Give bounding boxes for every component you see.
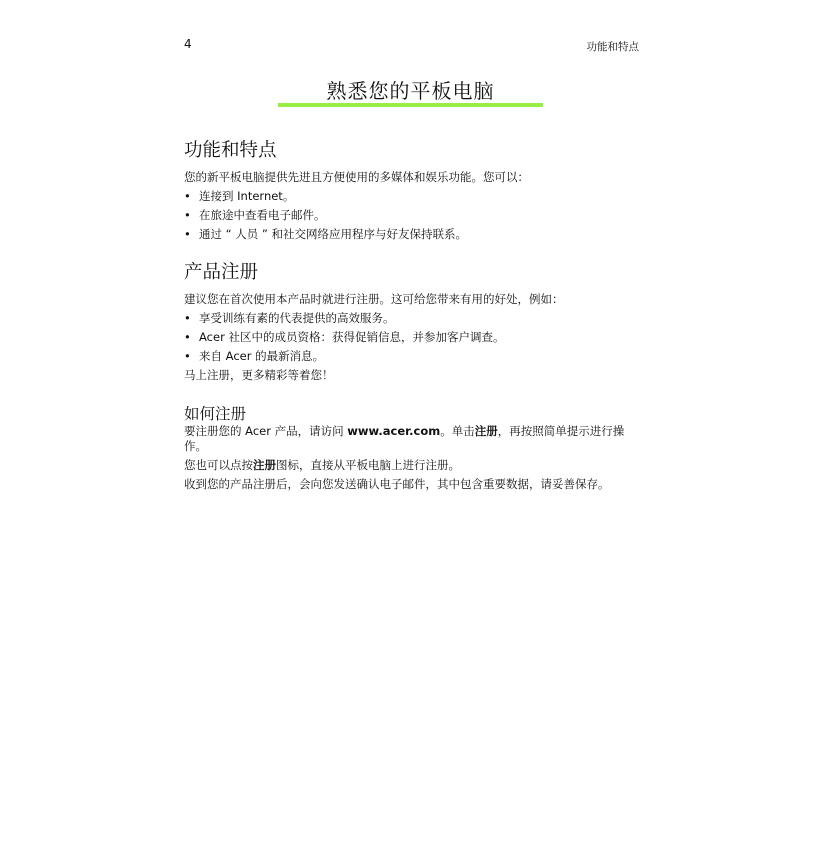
page-content [184,138,640,492]
register-term: 注册 [474,424,498,438]
list-item: • Acer 社区中的成员资格：获得促销信息，并参加客户调查。 [184,330,640,345]
p2-text-b: 图标，直接从平板电脑上进行注册。 [276,458,460,472]
list-item: • 来自 Acer 的最新消息。 [184,349,640,364]
p1-text-b: 。单击 [440,424,475,438]
features-list [184,189,640,242]
how-to-paragraph-1 [184,424,640,454]
list-item: • 连接到 Internet。 [184,189,640,204]
p1-text-a: 要注册您的 Acer 产品，请访问 [184,424,348,438]
registration-outro: 马上注册，更多精彩等着您！ [184,368,334,382]
list-item: • 享受训练有素的代表提供的高效服务。 [184,311,640,326]
how-to-paragraph-2 [184,458,640,473]
list-item: • 在旅途中查看电子邮件。 [184,208,640,223]
list-item: • 通过 “ 人员 ” 和社交网络应用程序与好友保持联系。 [184,227,640,242]
p1-text-c: ，再按照简单提示进行操作。 [184,424,625,453]
registration-intro: 建议您在首次使用本产品时就进行注册。这可给您带来有用的好处，例如： [184,292,564,306]
registration-heading: 产品注册 [184,262,259,283]
registration-list [184,311,640,364]
title-underline [278,103,543,107]
features-heading: 功能和特点 [184,140,277,161]
page-number: 4 [184,37,192,51]
how-to-heading: 如何注册 [184,405,247,423]
p2-text-a: 您也可以点按 [184,458,253,472]
register-term: 注册 [253,458,276,472]
how-to-paragraph-3: 收到您的产品注册后，会向您发送确认电子邮件，其中包含重要数据，请妥善保存。 [184,477,610,491]
chapter-title: 熟悉您的平板电脑 [326,79,495,103]
running-header: 功能和特点 [586,41,639,53]
features-intro: 您的新平板电脑提供先进且方便使用的多媒体和娱乐功能。您可以： [184,170,529,184]
acer-website-link[interactable]: www.acer.com [347,424,441,438]
